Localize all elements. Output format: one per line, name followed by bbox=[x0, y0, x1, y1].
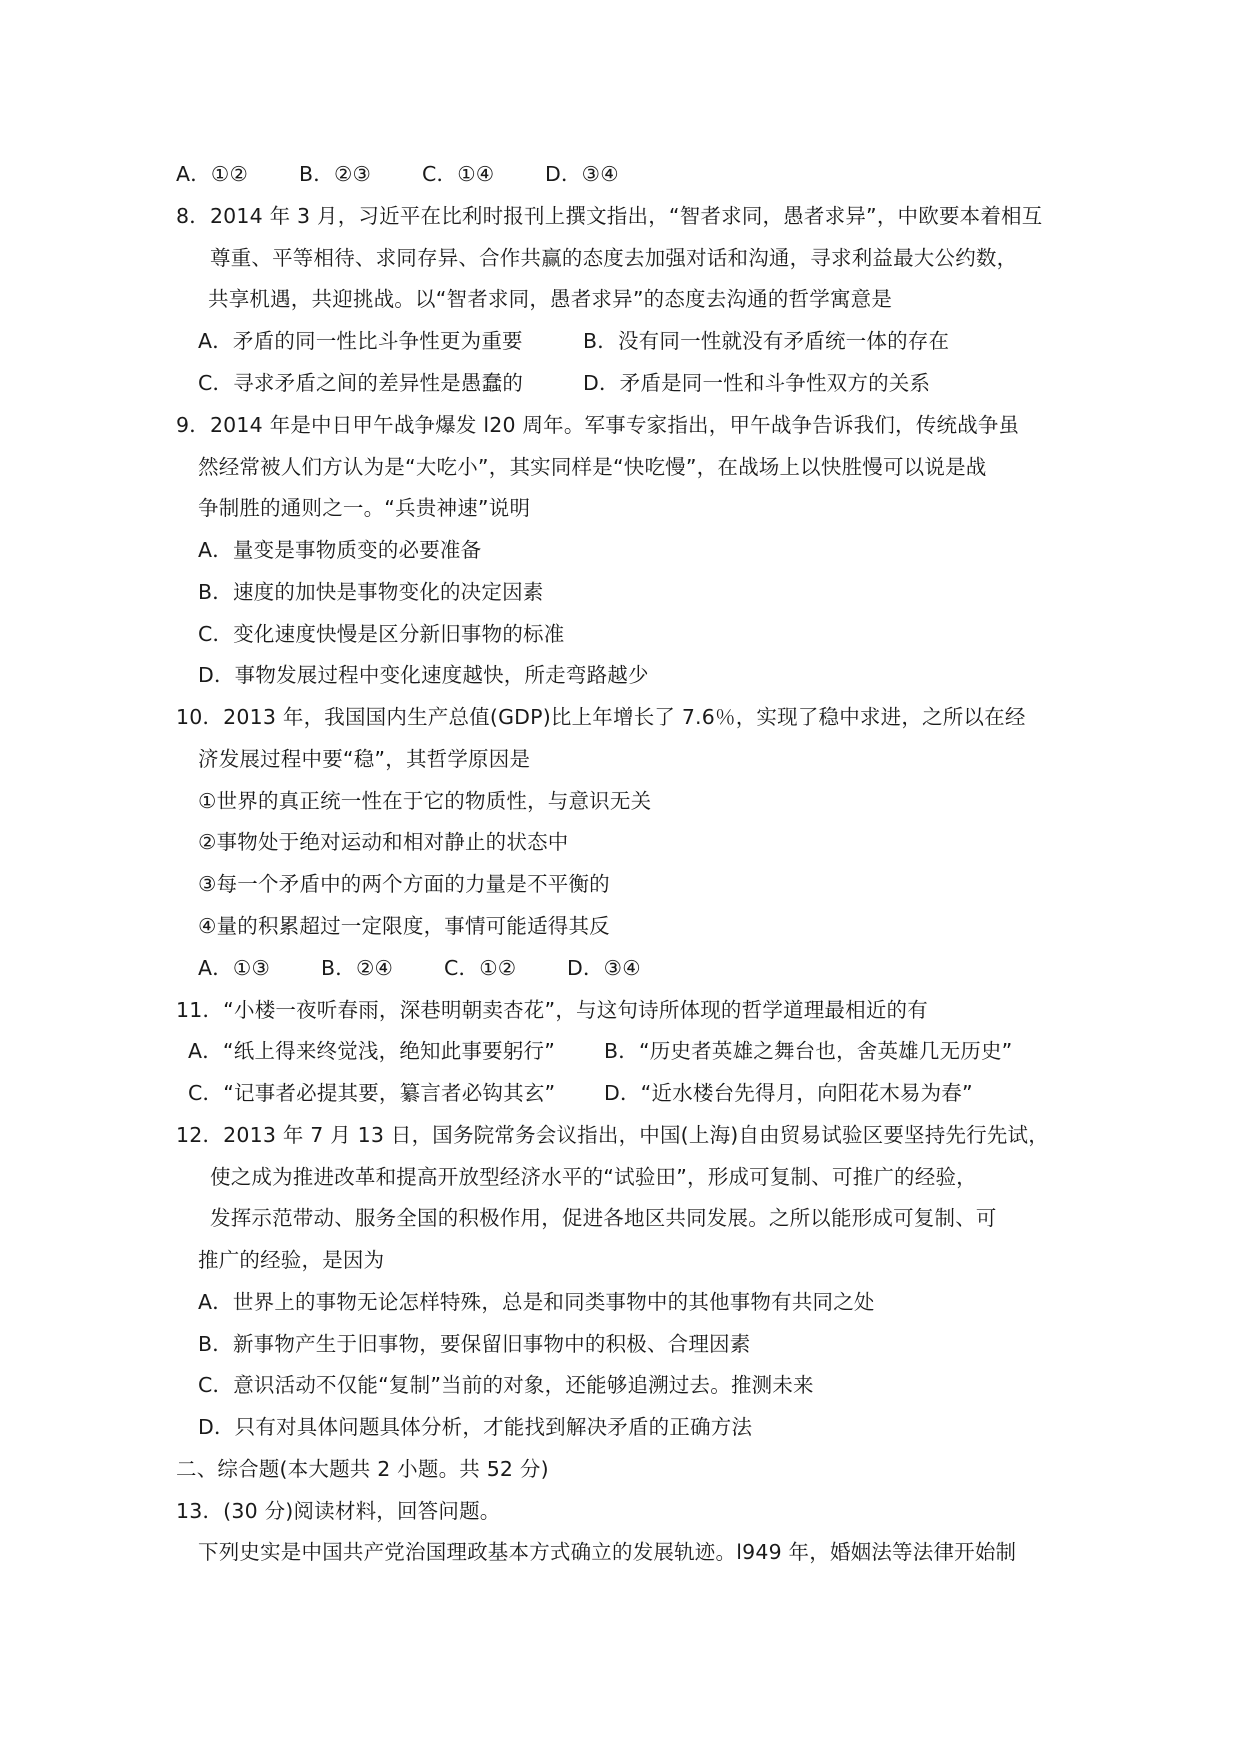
q12-stem-line2: 使之成为推进改革和提高开放型经济水平的“试验田”，形成可复制、可推广的经验， bbox=[210, 1165, 977, 1189]
q12-option-d: D．只有对具体问题具体分析，才能找到解决矛盾的正确方法 bbox=[198, 1415, 753, 1439]
q12-stem-line4: 推广的经验，是因为 bbox=[198, 1248, 385, 1272]
q7-option-c: C．①④ bbox=[422, 162, 495, 186]
q10-item-1: ①世界的真正统一性在于它的物质性，与意识无关 bbox=[198, 789, 652, 813]
q11-option-d: D．“近水楼台先得月，向阳花木易为春” bbox=[604, 1081, 973, 1105]
q10-stem-line2: 济发展过程中要“稳”，其哲学原因是 bbox=[198, 747, 531, 771]
q13-material-line1: 下列史实是中国共产党治国理政基本方式确立的发展轨迹。l949 年，婚姻法等法律开始制 bbox=[198, 1540, 1017, 1564]
q12-option-a: A．世界上的事物无论怎样特殊，总是和同类事物中的其他事物有共同之处 bbox=[198, 1290, 875, 1314]
q11-options-row1 bbox=[188, 1037, 1013, 1065]
q8-stem-line1: 8．2014 年 3 月，习近平在比利时报刊上撰文指出，“智者求同，愚者求异”，中欧要本着相互 bbox=[176, 204, 1043, 228]
q9-stem-line1: 9．2014 年是中日甲午战争爆发 l20 周年。军事专家指出，甲午战争告诉我们，传统战争虽 bbox=[176, 413, 1020, 437]
q13-stem-line1: 13．(30 分)阅读材料，回答问题。 bbox=[176, 1499, 501, 1523]
q7-option-d: D．③④ bbox=[545, 162, 619, 186]
q8-option-c: C．寻求矛盾之间的差异性是愚蠢的 bbox=[198, 371, 524, 395]
q10-item-4: ④量的积累超过一定限度，事情可能适得其反 bbox=[198, 914, 610, 938]
q11-option-b: B．“历史者英雄之舞台也，舍英雄几无历史” bbox=[604, 1039, 1013, 1063]
q10-item-2: ②事物处于绝对运动和相对静止的状态中 bbox=[198, 830, 569, 854]
q9-stem-line2: 然经常被人们方认为是“大吃小”，其实同样是“快吃慢”，在战场上以快胜慢可以说是战 bbox=[198, 455, 987, 479]
q10-option-d: D．③④ bbox=[567, 956, 641, 980]
section-heading: 二、综合题(本大题共 2 小题。共 52 分) bbox=[176, 1457, 549, 1481]
q10-option-a: A．①③ bbox=[198, 956, 271, 980]
q10-stem-line1: 10．2013 年，我国国内生产总值(GDP)比上年增长了 7.6％，实现了稳中求进，之所以在经 bbox=[176, 705, 1026, 729]
q10-option-c: C．①② bbox=[444, 956, 517, 980]
q11-option-c: C．“记事者必提其要，纂言者必钩其玄” bbox=[188, 1081, 556, 1105]
q7-option-a: A．①② bbox=[176, 162, 249, 186]
q10-option-b: B．②④ bbox=[321, 956, 394, 980]
q8-stem-line2: 尊重、平等相待、求同存异、合作共赢的态度去加强对话和沟通，寻求利益最大公约数， bbox=[210, 246, 1018, 270]
q9-stem-line3: 争制胜的通则之一。“兵贵神速”说明 bbox=[198, 496, 531, 520]
q10-item-3: ③每一个矛盾中的两个方面的力量是不平衡的 bbox=[198, 872, 610, 896]
q12-stem-line3: 发挥示范带动、服务全国的积极作用，促进各地区共同发展。之所以能形成可复制、可 bbox=[210, 1206, 997, 1230]
q11-stem-line1: 11．“小楼一夜听春雨，深巷明朝卖杏花”，与这句诗所体现的哲学道理最相近的有 bbox=[176, 998, 928, 1022]
q7-options bbox=[176, 160, 619, 188]
q12-option-b: B．新事物产生于旧事物，要保留旧事物中的积极、合理因素 bbox=[198, 1332, 751, 1356]
q9-option-c: C．变化速度快慢是区分新旧事物的标准 bbox=[198, 622, 565, 646]
q9-option-a: A．量变是事物质变的必要准备 bbox=[198, 538, 482, 562]
q8-option-b: B．没有同一性就没有矛盾统一体的存在 bbox=[583, 329, 950, 353]
q9-option-b: B．速度的加快是事物变化的决定因素 bbox=[198, 580, 544, 604]
q7-option-b: B．②③ bbox=[299, 162, 372, 186]
q8-option-d: D．矛盾是同一性和斗争性双方的关系 bbox=[583, 371, 931, 395]
q12-stem-line1: 12．2013 年 7 月 13 日，国务院常务会议指出，中国(上海)自由贸易试验区要坚持先行先试， bbox=[176, 1123, 1049, 1147]
q8-options-row1 bbox=[198, 327, 949, 355]
q10-options bbox=[198, 954, 641, 982]
q12-option-c: C．意识活动不仅能“复制”当前的对象，还能够追溯过去。推测未来 bbox=[198, 1373, 814, 1397]
q8-option-a: A．矛盾的同一性比斗争性更为重要 bbox=[198, 329, 523, 353]
q8-stem-line3: 共享机遇，共迎挑战。以“智者求同，愚者求异”的态度去沟通的哲学寓意是 bbox=[208, 287, 893, 311]
q9-option-d: D．事物发展过程中变化速度越快，所走弯路越少 bbox=[198, 663, 649, 687]
q8-options-row2 bbox=[198, 369, 930, 397]
q11-option-a: A．“纸上得来终觉浅，绝知此事要躬行” bbox=[188, 1039, 556, 1063]
q11-options-row2 bbox=[188, 1079, 973, 1107]
